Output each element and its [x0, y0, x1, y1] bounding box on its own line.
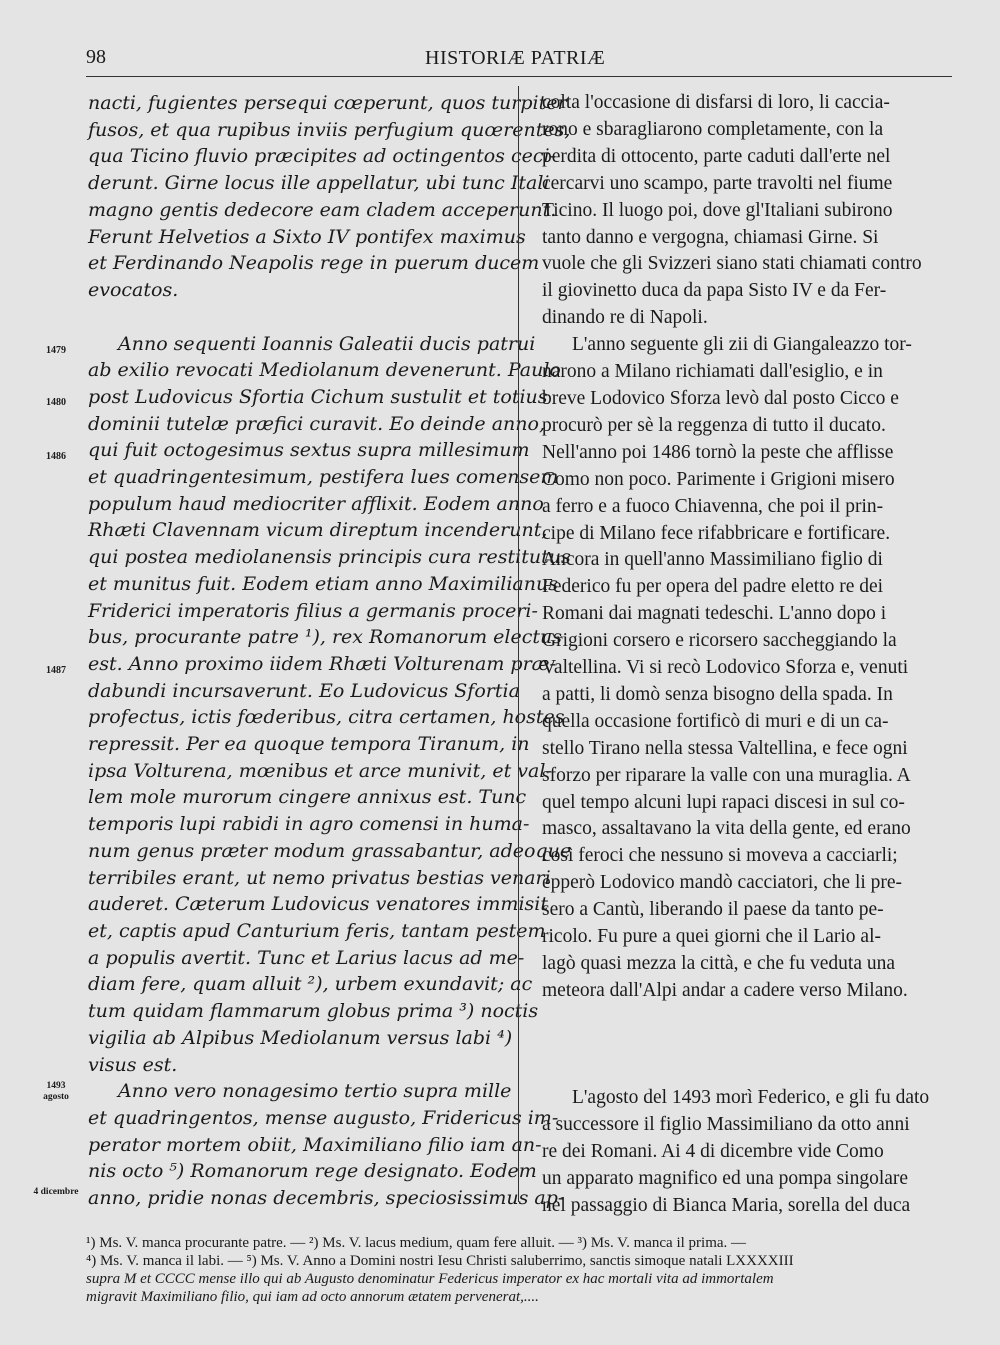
text-line: nis octo ⁵) Romanorum rege designato. Eodem: [88, 1160, 537, 1183]
text-line: Anno vero nonagesimo tertio supra mille: [118, 1080, 512, 1103]
text-line: populum haud mediocriter afflixit. Eodem anno: [88, 492, 544, 515]
text-line: dominii tutelæ præfici curavit. Eo deinde anno,: [88, 412, 545, 435]
text-line: [542, 1005, 954, 1032]
footnote-line: ⁴) Ms. V. manca il labi. — ⁵) Ms. V. Anno a Domini nostri Iesu Christi saluberrimo, sanctis simoque natali LXXXXIII: [86, 1253, 794, 1269]
text-line: cipe di Milano fece rifabbricare e fortificare.: [542, 522, 891, 544]
text-line: Nell'anno poi 1486 tornò la peste che afflisse: [542, 441, 894, 463]
text-line: derunt. Girne locus ille appellatur, ubi tunc Itali: [88, 172, 550, 195]
text-line: quel tempo alcuni lupi rapaci discesi in sul co-: [542, 791, 905, 813]
text-line: masco, assaltavano la vita della gente, ed erano: [542, 818, 911, 840]
text-line: cercarvi uno scampo, parte travolti nel fiume: [542, 172, 893, 194]
text-line: num genus præter modum grassabantur, adeoque: [88, 839, 572, 862]
text-line: lagò quasi mezza la città, e che fu veduta una: [542, 953, 895, 974]
text-line: anno, pridie nonas decembris, speciosissimus ap-: [88, 1187, 565, 1210]
text-line: sero a Cantù, liberando il paese da tanto pe-: [542, 899, 884, 921]
text-line: [88, 304, 506, 331]
footnotes: [86, 1234, 966, 1306]
text-line: profectus, ictis fœderibus, citra certamen, hostes: [88, 706, 565, 729]
footnote-line: migravit Maximiliano filio, qui iam ad octo annorum ætatem pervenerat,....: [86, 1289, 539, 1305]
text-line: ipsa Volturena, mœnibus et arce munivit, et val-: [88, 759, 552, 782]
text-line: bus, procurante patre ¹), rex Romanorum electus: [88, 626, 563, 649]
footnote-line: supra M et CCCC mense illo qui ab Augusto denominatur Federicus imperator ex hac mortali vita ad immortalem: [86, 1271, 774, 1287]
text-line: breve Lodovico Sforza levò dal posto Cicco e: [542, 387, 899, 409]
margin-date: 1493 agosto: [43, 1081, 69, 1102]
text-line: nacti, fugientes persequi cœperunt, quos turpiter: [88, 92, 567, 114]
text-line: colta l'occasione di disfarsi di loro, li caccia-: [542, 92, 890, 113]
text-line: a populis avertit. Tunc et Larius lacus ad me-: [88, 946, 525, 969]
text-line: ab exilio revocati Mediolanum devenerunt. Paulo: [88, 359, 561, 382]
column-divider: [518, 86, 519, 1202]
text-line: fusos, et qua rupibus inviis perfugium quœrentes,: [88, 118, 571, 141]
text-line: a successore il figlio Massimiliano da otto anni: [542, 1114, 910, 1136]
text-line: [542, 1032, 954, 1059]
text-line: vigilia ab Alpibus Mediolanum versus labi ⁴): [88, 1026, 513, 1049]
text-line: tanto danno e vergogna, chiamasi Girne. Si: [542, 226, 879, 248]
text-line: qui fuit octogesimus sextus supra millesimum: [88, 439, 530, 462]
margin-date: 1486: [46, 451, 66, 462]
text-line: stello Tirano nella stessa Valtellina, e fece ogni: [542, 737, 908, 759]
italian-column: [542, 90, 954, 1215]
running-title: HISTORIÆ PATRIÆ: [425, 47, 606, 69]
text-line: nel passaggio di Bianca Maria, sorella del duca: [542, 1195, 911, 1217]
text-line: perator mortem obiit, Maximiliano filio iam an-: [88, 1133, 542, 1156]
text-line: epperò Lodovico mandò cacciatori, che li pre-: [542, 872, 903, 894]
text-line: [542, 1059, 954, 1086]
text-line: et, captis apud Canturium feris, tantam pestem: [88, 919, 546, 942]
text-line: a ferro e a fuoco Chiavenna, che poi il prin-: [542, 495, 884, 517]
text-line: procurò per sè la reggenza di tutto il ducato.: [542, 414, 886, 436]
text-line: post Ludovicus Sfortia Cichum sustulit et totius: [88, 385, 548, 408]
text-line: re dei Romani. Ai 4 di dicembre vide Como: [542, 1141, 884, 1163]
text-line: narono a Milano richiamati dall'esiglio, e in: [542, 361, 883, 383]
text-line: così feroci che nessuno si moveva a cacciarli;: [542, 845, 898, 867]
text-line: repressit. Per ea quoque tempora Tiranum, in: [88, 733, 530, 756]
text-line: et munitus fuit. Eodem etiam anno Maximilianus: [88, 572, 558, 595]
text-line: perdita di ottocento, parte caduti dall'erte nel: [542, 145, 891, 167]
margin-date: 1487: [46, 665, 66, 676]
text-line: dabundi incursaverunt. Eo Ludovicus Sfortia: [88, 679, 520, 702]
footnote-line: ¹) Ms. V. manca procurante patre. — ²) Ms. V. lacus medium, quam fere alluit. — ³) Ms. V. manca il prima. —: [86, 1235, 747, 1251]
text-line: Valtellina. Vi si recò Lodovico Sforza e, venuti: [542, 657, 909, 679]
page-number: 98: [86, 46, 106, 68]
text-line: Ferunt Helvetios a Sixto IV pontifex maximus: [88, 225, 526, 248]
text-line: dinando re di Napoli.: [542, 307, 708, 329]
text-line: un apparato magnifico ed una pompa singolare: [542, 1168, 909, 1190]
text-line: et quadringentesimum, pestifera lues comensem: [88, 466, 559, 489]
text-line: Rhæti Clavennam vicum direptum incenderunt,: [88, 519, 548, 542]
text-line: Romani dai magnati tedeschi. L'anno dopo i: [542, 603, 887, 625]
text-line: rono e sbaragliarono completamente, con la: [542, 118, 884, 140]
text-line: L'agosto del 1493 morì Federico, e gli fu dato: [572, 1087, 930, 1109]
text-line: sforzo per riparare la valle con una muraglia. A: [542, 764, 911, 786]
page-header: [0, 0, 1000, 80]
text-line: qui postea mediolanensis principis cura restitutus: [88, 546, 571, 569]
text-line: visus est.: [88, 1053, 178, 1076]
text-line: L'anno seguente gli zii di Giangaleazzo tor-: [572, 334, 912, 356]
text-line: Anno sequenti Ioannis Galeatii ducis patrui: [118, 332, 536, 355]
text-line: quella occasione fortificò di muri e di un ca-: [542, 710, 889, 732]
latin-column: [88, 90, 572, 1215]
text-line: est. Anno proximo iidem Rhæti Volturenam præ-: [88, 652, 556, 675]
text-line: Ancora in quell'anno Massimiliano figlio di: [542, 549, 883, 571]
margin-date: 1480: [46, 397, 66, 408]
text-line: et Ferdinando Neapolis rege in puerum ducem: [88, 252, 540, 275]
text-line: Ticino. Il luogo poi, dove gl'Italiani subirono: [542, 199, 893, 221]
text-line: a patti, li domò senza bisogno della spada. In: [542, 683, 893, 705]
text-line: vuole che gli Svizzeri siano stati chiamati contro: [542, 253, 922, 275]
margin-date: 1479: [46, 345, 66, 356]
text-line: tum quidam flammarum globus prima ³) noctis: [88, 1000, 539, 1023]
text-line: auderet. Cæterum Ludovicus venatores immisit: [88, 893, 548, 916]
text-line: Como non poco. Parimente i Grigioni misero: [542, 468, 895, 490]
text-line: magno gentis dedecore eam cladem acceperunt.: [88, 198, 557, 221]
text-line: et quadringentos, mense augusto, Fridericus im-: [88, 1106, 559, 1129]
text-line: Grigioni corsero e ricorsero saccheggiando la: [542, 630, 897, 652]
text-line: il giovinetto duca da papa Sisto IV e da Fer-: [542, 280, 887, 302]
margin-dates: [0, 0, 90, 1345]
text-line: Friderici imperatoris filius a germanis proceri-: [88, 599, 538, 622]
text-line: lem mole murorum cingere annixus est. Tunc: [88, 786, 527, 809]
margin-date: 4 dicembre: [33, 1187, 79, 1197]
text-line: ricolo. Fu pure a quei giorni che il Lario al-: [542, 926, 881, 948]
header-rule: [86, 76, 952, 77]
text-line: temporis lupi rabidi in agro comensi in huma-: [88, 813, 530, 836]
text-line: qua Ticino fluvio præcipites ad octingentos ceci-: [88, 145, 556, 168]
text-line: meteora dall'Alpi andar a cadere verso Milano.: [542, 979, 908, 1001]
text-line: diam fere, quam alluit ²), urbem exundavit; ac: [88, 973, 533, 996]
text-line: terribiles erant, ut nemo privatus bestias venari: [88, 866, 551, 889]
text-line: evocatos.: [88, 278, 179, 301]
text-line: Federico fu per opera del padre eletto re dei: [542, 576, 884, 598]
